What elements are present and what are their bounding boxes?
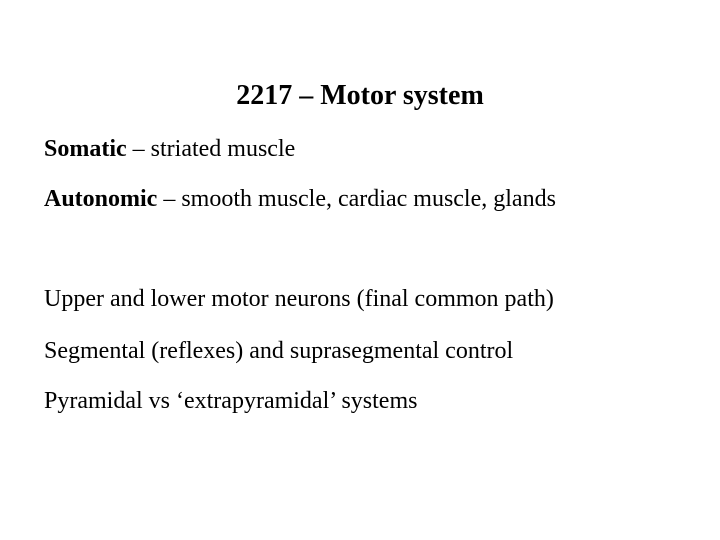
bullet-segmental-control: Segmental (reflexes) and suprasegmental control [44,338,514,364]
definition-autonomic: – smooth muscle, cardiac muscle, glands [157,186,556,212]
bullet-somatic [44,134,295,164]
term-autonomic: Autonomic [44,186,158,212]
bullet-pyramidal-systems: Pyramidal vs ‘extrapyramidal’ systems [44,388,418,414]
bullet-motor-neurons: Upper and lower motor neurons (final common path) [44,286,554,312]
bullet-autonomic [44,184,556,214]
term-somatic: Somatic [44,136,127,162]
definition-somatic: – striated muscle [126,136,296,162]
slide-title: 2217 – Motor system [236,80,484,111]
